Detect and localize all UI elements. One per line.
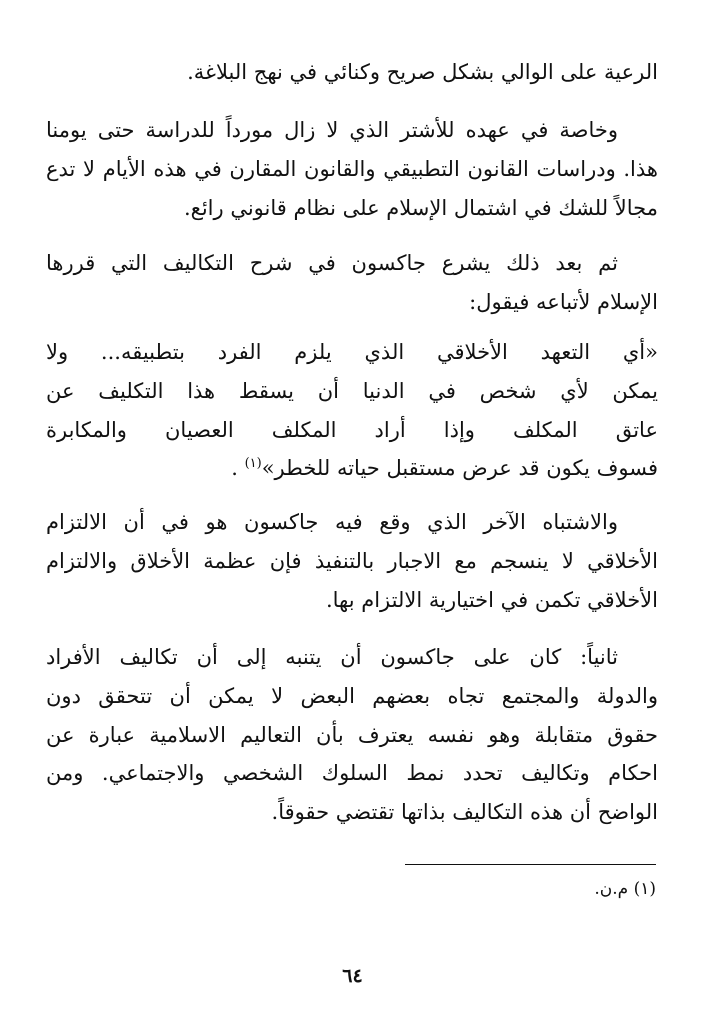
paragraph-4	[46, 503, 658, 619]
quote-line: «أي التعهد الأخلاقي الذي يلزم الفرد بتطبيقه... ولا	[46, 340, 658, 364]
quote-line: يمكن لأي شخص في الدنيا أن يسقط هذا التكليف عن	[46, 378, 658, 403]
text-line: ثانياً: كان على جاكسون أن يتنبه إلى أن تكاليف الأفراد	[46, 645, 618, 669]
page-number: ٦٤	[342, 965, 363, 987]
quote-line: فسوف يكون قد عرض مستقبل حياته للخطر»	[261, 456, 658, 481]
text-line: الأخلاقي تكمن في اختيارية الالتزام بها.	[325, 587, 658, 612]
text-line: الرعية على الوالي بشكل صريح وكنائي في نهج البلاغة.	[187, 60, 658, 84]
footnote-divider	[405, 864, 656, 865]
text-line: والدولة والمجتمع تجاه بعضهم البعض لا يمكن أن تتحقق دون	[46, 683, 658, 708]
text-line: الإسلام لأتباعه فيقول:	[469, 289, 658, 314]
paragraph-1	[46, 53, 658, 92]
paragraph-5	[46, 638, 658, 832]
text-line: الواضح أن هذه التكاليف بذاتها تقتضي حقوقاً.	[271, 800, 658, 825]
quote-line: عاتق المكلف وإذا أراد المكلف العصيان والمكابرة	[46, 417, 658, 442]
text-line: ثم بعد ذلك يشرع جاكسون في شرح التكاليف التي قررها	[46, 251, 618, 275]
text-line: احكام وتكاليف تحدد نمط السلوك الشخصي والاجتماعي. ومن	[46, 761, 658, 786]
footnote: (١) م.ن.	[594, 879, 656, 899]
paragraph-2	[46, 111, 658, 227]
quotation	[46, 333, 658, 488]
text-line: حقوق متقابلة وهو نفسه يعترف بأن التعاليم الاسلامية عبارة عن	[46, 722, 658, 747]
text-line: وخاصة في عهده للأشتر الذي لا زال مورداً للدراسة حتى يومنا	[46, 118, 618, 142]
footnote-marker: (١)	[244, 456, 262, 472]
text-line: والاشتباه الآخر الذي وقع فيه جاكسون هو في أن الالتزام	[46, 510, 618, 534]
text-line: الأخلاقي لا ينسجم مع الاجبار بالتنفيذ فإن عظمة الأخلاق والالتزام	[46, 548, 658, 573]
text-line: مجالاً للشك في اشتمال الإسلام على نظام قانوني رائع.	[183, 195, 658, 220]
quote-last-line	[46, 449, 658, 488]
text-line: هذا. ودراسات القانون التطبيقي والقانون المقارن في هذه الأيام لا تدع	[46, 156, 658, 181]
quote-end-mark: .	[231, 456, 238, 481]
paragraph-3	[46, 244, 658, 322]
